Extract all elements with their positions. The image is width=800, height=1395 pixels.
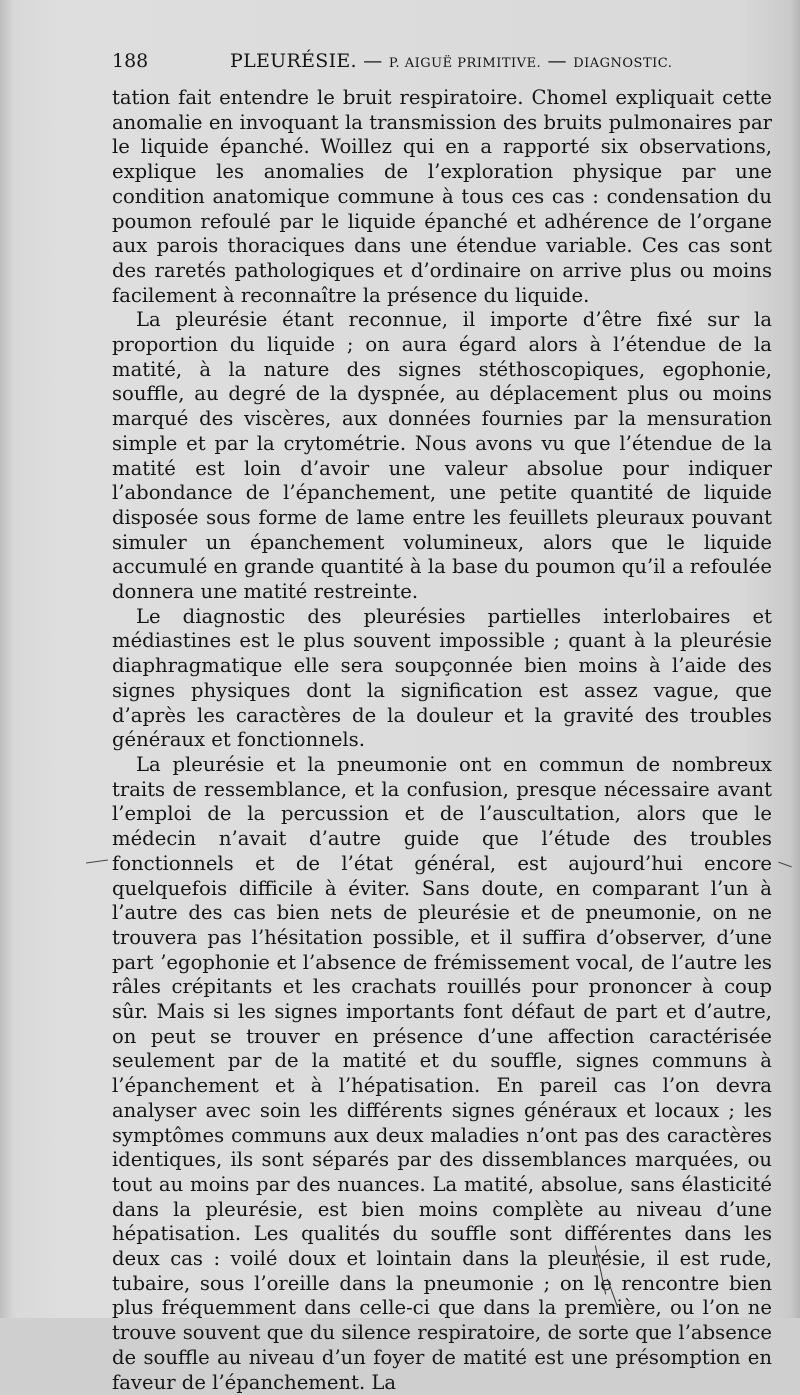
header-separator: — [363, 50, 383, 72]
header-section: P. AIGUË PRIMITIVE. [388, 56, 542, 71]
running-header [112, 50, 772, 78]
header-main-title: PLEURÉSIE. [230, 50, 357, 72]
margin-pencil-mark [778, 862, 791, 868]
header-title [230, 50, 672, 72]
header-subsection: DIAGNOSTIC. [573, 56, 673, 71]
paragraph: La pleurésie étant reconnue, il importe d’être fixé sur la proportion du liquide ; on aura égard alors à l’étendue de la matité, à la nature des signes stéthoscopiques, egophonie, souffle, au degré de la dyspnée, au déplacement plus ou moins marqué des viscères, aux données fournies par la mensuration simple et par la crytométrie. Nous avons vu que l’étendue de la matité est loin d’avoir une valeur absolue pour indiquer l’abondance de l’épanchement, une petite quantité de liquide disposée sous forme de lame entre les feuillets pleuraux pouvant simuler un épanchement volumineux, alors que le liquide accumulé en grande quantité à la base du poumon qu’il a refoulée donnera une matité restreinte. [112, 308, 772, 604]
paragraph: La pleurésie et la pneumonie ont en commun de nombreux traits de ressemblance, et la confusion, presque nécessaire avant l’emploi de la percussion et de l’auscultation, alors que le médecin n’avait d’autre guide que l’étude des troubles fonctionnels et de l’état général, est aujourd’hui encore quelquefois difficile à éviter. Sans doute, en comparant l’un à l’autre des cas bien nets de pleurésie et de pneumonie, on ne trouvera pas l’hésitation possible, et il suffira d’observer, d’une part ’egophonie et l’absence de frémissement vocal, de l’autre les râles crépitants et les crachats rouillés pour prononcer à coup sûr. Mais si les signes importants font défaut de part et d’autre, on peut se trouver en présence d’une affection caractérisée seulement par de la matité et du souffle, signes communs à l’épanchement et à l’hépatisation. En pareil cas l’on devra analyser avec soin les différents signes généraux et locaux ; les symptômes communs aux deux maladies n’ont pas des caractères identiques, ils sont séparés par des dissemblances marquées, ou tout au moins par des nuances. La matité, absolue, sans élasticité dans la pleurésie, est bien moins complète au niveau d’une hépatisation. Les qualités du souffle sont différentes dans les deux cas : voilé doux et lointain dans la pleurésie, il est rude, tubaire, sous l’oreille dans la pneumonie ; on le rencontre bien plus fréquemment dans celle-ci que dans la première, ou l’on ne trouve souvent que du silence respiratoire, de sorte que l’absence de souffle au niveau d’un foyer de matité est une présomption en faveur de l’épanchement. La [112, 752, 772, 1394]
body-text [112, 86, 772, 1395]
margin-pencil-mark [86, 859, 108, 863]
paragraph: tation fait entendre le bruit respiratoire. Chomel expliquait cette anomalie en invoquant la transmission des bruits pulmonaires par le liquide épanché. Woillez qui en a rapporté six observations, explique les anomalies de l’exploration physique par une condition anatomique commune à tous ces cas : condensation du poumon refoulé par le liquide épanché et adhérence de l’organe aux parois thoraciques dans une étendue variable. Ces cas sont des raretés pathologiques et d’ordinaire on arrive plus ou moins facilement à reconnaître la présence du liquide. [112, 86, 772, 307]
page-number: 188 [112, 50, 149, 72]
paragraph: Le diagnostic des pleurésies partielles interlobaires et médiastines est le plus souvent impossible ; quant à la pleurésie diaphragmatique elle sera soupçonnée bien moins à l’aide des signes physiques dont la signification est assez vague, que d’après les caractères de la douleur et la gravité des troubles généraux et fonctionnels. [112, 604, 772, 752]
header-separator: — [547, 50, 567, 72]
